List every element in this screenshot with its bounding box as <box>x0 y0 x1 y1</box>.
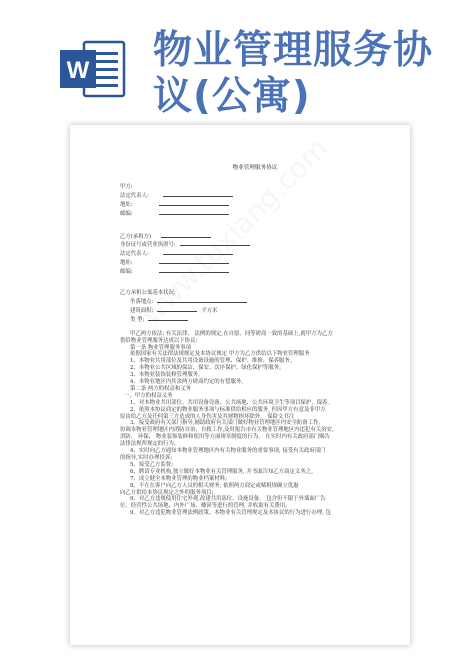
property-heading: 乙方承租公寓基本状况: <box>120 290 176 297</box>
intro-line-2: 供给物业管理服务达成以下协议: <box>120 337 198 344</box>
chapter-1-item: 2、本物业公共区域的保洁、保安、次序保护、绿化保护等服务。 <box>130 365 285 372</box>
document-preview <box>70 125 410 645</box>
chapter-2-item: 2、依照本协议商定的物业服务事项与标准供给相应的服务, 但因甲方有意及非甲方 <box>130 406 326 413</box>
party-a-legal-rep-blank <box>163 191 233 197</box>
party-a-label: 甲方: <box>120 183 133 190</box>
chapter-2-item: 1、对本物业共用部位、共用设备设备、公共场地、公共环境卫生等项目保护、保养。 <box>130 399 333 406</box>
chapter-2-item: 4、实时向乙方通知本物业管理地区内有关物业服务的重要事项, 接受有关政府部门 <box>130 448 326 455</box>
party-a-address-label: 地址: <box>120 201 133 208</box>
property-area-unit: 平方米 <box>201 307 218 314</box>
party-a-postcode-blank <box>159 209 229 215</box>
chapter-2-item: 3、接受政府有关部门指导,辅助政府有关部门做好物业管理地区内安全防备工作, <box>130 420 321 427</box>
intro-line-1: 甲乙两方依法: 有关法律、 法例的规定,在自愿、同等磋商一致的基础上,就甲方为乙方 <box>130 330 333 337</box>
chapter-2-item: 5、接受乙方监督; <box>130 461 173 468</box>
chapter-2-item: 法律法规所规定的行为。 <box>120 441 180 448</box>
chapter-1-item: 3、本物业装饰装修管理服务。 <box>130 372 204 379</box>
page-title: 物业管理服务协议(公寓) <box>153 28 434 119</box>
chapter-2-item: 向乙方供给本协议规定之外的服务项目; <box>120 489 214 496</box>
property-area-label: 建筑面积: <box>130 307 154 314</box>
party-b-id-label: 身份证号或营业执照号: <box>120 242 176 249</box>
chapter-2-item: 原由给乙方及任何第三方造成的人身伤害及其财物损坏除外。 保险文书注 <box>120 413 295 420</box>
chapter-2-item: 消防、 环保、 物业装饰装修和使用等方面规章制度的行为。 在实时内有关政府部门赐告 <box>120 434 330 441</box>
chapter-2-item: 7、成立健全本物业管理的物业档案材料; <box>130 475 227 482</box>
property-type-label: 类 型: <box>130 316 145 323</box>
party-b-postcode-row <box>120 267 390 276</box>
chapter-1-text: 依据国家有关法律法规规定及本协议规定 甲方为乙方供给以下物业管理服务 <box>130 351 310 358</box>
chapter-2-item: 9、对乙方违规使用住宅外观,改建共用部位、设施设备、 包含但不限于外墙面广告 <box>130 496 326 503</box>
party-b-legal-rep-row <box>120 249 390 258</box>
word-logo-letter: W <box>66 57 90 84</box>
chapter-2-item: 8、不在在客户向乙方人员的相关财务, 依照两方商定或赋税规确立优惠 <box>130 482 299 489</box>
party-b-address-row <box>120 258 390 267</box>
chapter-1-item: 4、本物业地区内其余两方磋商约定的有偿服务。 <box>130 379 247 386</box>
section-a-heading: 一、甲方的权益义务 <box>124 392 173 399</box>
document-title: 物业管理服务协议 <box>232 165 278 171</box>
party-b-legal-rep-label: 法定代表人: <box>120 251 149 258</box>
chapter-2-item: 9、对乙方违犯物业管理法例政策、本物业有关管理规定及本协议的行为进行办理, 包 <box>130 510 331 517</box>
party-a-legal-rep-label: 法定代表人: <box>120 192 149 199</box>
party-a-address-blank <box>159 200 229 206</box>
party-b-address-label: 地址: <box>120 260 133 267</box>
chapter-2-item: 6、聘请专业机构,独立做好本物业有关管理服务, 并书面告知乙方商定义务之。 <box>130 468 317 475</box>
party-b-id-row <box>120 240 390 249</box>
party-b-blank <box>161 232 211 238</box>
word-app-icon <box>60 38 126 100</box>
chapter-2-item: 位、经营性公共场地、内外广场、楼顶等进行的管理, 并收取有关费用。 <box>120 503 291 510</box>
chapter-2-item: 的指导,实时办理投诉; <box>120 455 173 461</box>
party-b-postcode-label: 邮编: <box>120 269 133 276</box>
property-location-label: 坐落地点: <box>130 298 154 305</box>
chapter-1-item: 1、本物业共用部位及共用设备设施的管理、保护、维修、保养服务。 <box>130 358 296 365</box>
chapter-2-heading: 第二条 两方的权益和义务 <box>130 385 192 392</box>
chapter-1-heading: 第一条 物业管理服务事项 <box>130 344 192 351</box>
party-b-label: 乙方(承租方) <box>120 233 152 240</box>
chapter-2-item: 协调本物业管理地区内消防自治、自救工作,及时报告市有关物业管理地区内违犯有关治安, <box>120 427 334 434</box>
party-a-postcode-label: 邮编: <box>120 210 133 217</box>
